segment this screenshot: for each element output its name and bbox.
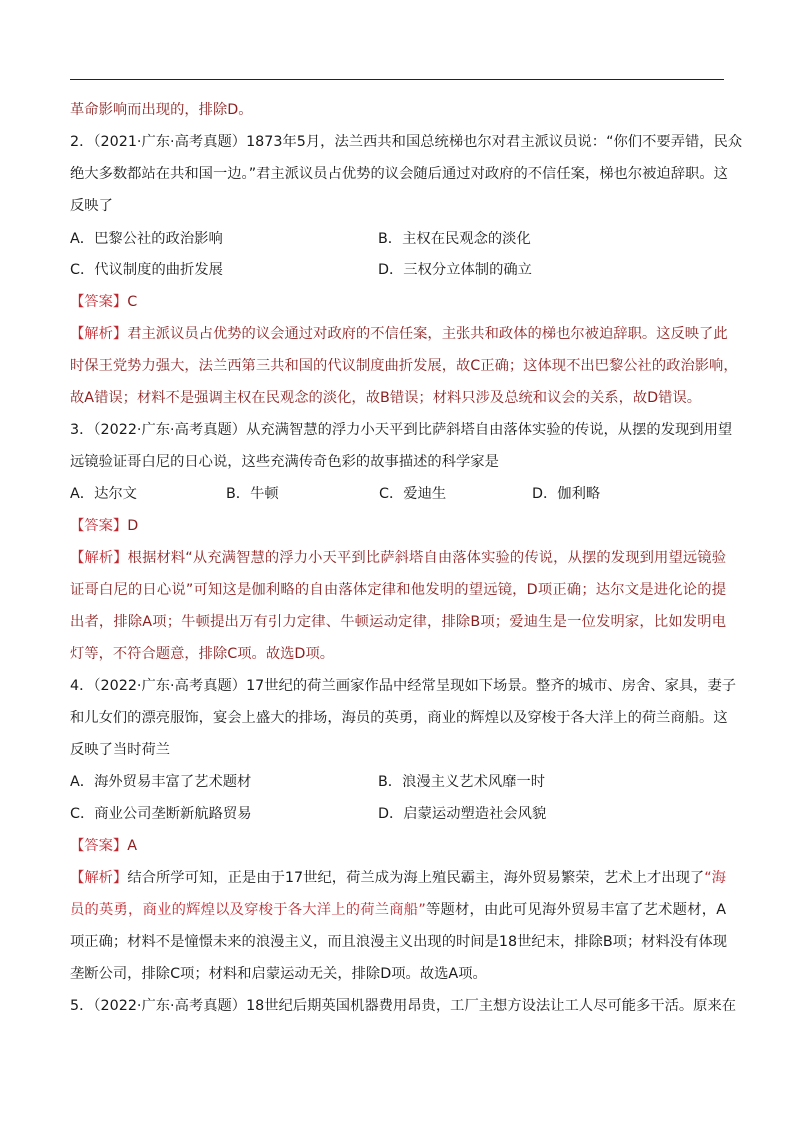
answer-label: 【答案】 — [70, 518, 128, 534]
q4-analysis-line1 — [70, 868, 726, 888]
analysis-quote: “海 — [704, 870, 726, 886]
continuation-text: 革命影响而出现的，排除D。 — [70, 102, 253, 118]
answer-value: A — [127, 838, 137, 854]
analysis-text: 结合所学可知，正是由于17世纪，荷兰成为海上殖民霸主，海外贸易繁荣，艺术上才出现了 — [127, 870, 705, 886]
q3-analysis-line2: 证哥白尼的日心说”可知这是伽利略的自由落体定律和他发明的望远镜，D项正确；达尔文是进化论的提 — [70, 582, 726, 598]
q2-option-d: D．三权分立体制的确立 — [378, 262, 532, 278]
q3-answer-line — [70, 516, 138, 536]
analysis-label: 【解析】 — [70, 326, 128, 342]
q2-option-c: C．代议制度的曲折发展 — [70, 262, 223, 278]
q2-analysis-line2: 时保王党势力强大，法兰西第三共和国的代议制度曲折发展，故C正确；这体现不出巴黎公社的政治影响， — [70, 358, 738, 374]
q2-option-a: A．巴黎公社的政治影响 — [70, 231, 223, 247]
q4-stem-line3: 反映了当时荷兰 — [70, 742, 171, 758]
q5-stem-line1: 5．（2022·广东·高考真题）18世纪后期英国机器费用昂贵，工厂主想方设法让工人尽可能多干活。原来在 — [70, 998, 737, 1014]
q4-option-c: C．商业公司垄断新航路贸易 — [70, 806, 252, 822]
q3-stem-line1: 3．（2022·广东·高考真题）从充满智慧的浮力小天平到比萨斜塔自由落体实验的传说，从摆的发现到用望 — [70, 422, 733, 438]
q4-stem-line1: 4．（2022·广东·高考真题）17世纪的荷兰画家作品中经常呈现如下场景。整齐的城市、房舍、家具，妻子 — [70, 678, 737, 694]
q3-stem-line2: 远镜验证哥白尼的日心说，这些充满传奇色彩的故事描述的科学家是 — [70, 454, 499, 470]
q2-stem-line1: 2．（2021·广东·高考真题）1873年5月，法兰西共和国总统梯也尔对君主派议员说：“你们不要弄错，民众 — [70, 134, 743, 150]
analysis-text: 根据材料“从充满智慧的浮力小天平到比萨斜塔自由落体实验的传说，从摆的发现到用望远镜验 — [127, 550, 726, 566]
q3-option-a: A．达尔文 — [70, 486, 137, 502]
q4-analysis-line2 — [70, 900, 726, 920]
q4-answer-line — [70, 836, 137, 856]
q3-option-d: D．伽利略 — [532, 486, 601, 502]
analysis-quote: 员的英勇，商业的辉煌以及穿梭于各大洋上的荷兰商船” — [70, 902, 426, 918]
q4-stem-line2: 和儿女们的漂亮服饰，宴会上盛大的排场，海员的英勇，商业的辉煌以及穿梭于各大洋上的荷兰商船。这 — [70, 710, 728, 726]
q4-analysis-line4: 垄断公司，排除C项；材料和启蒙运动无关，排除D项。故选A项。 — [70, 966, 487, 982]
header-rule — [70, 79, 724, 80]
q3-analysis-line4: 灯等，不符合题意，排除C项。故选D项。 — [70, 646, 335, 662]
answer-label: 【答案】 — [70, 294, 128, 310]
analysis-text: 君主派议员占优势的议会通过对政府的不信任案，主张共和政体的梯也尔被迫辞职。这反映了此 — [127, 326, 728, 342]
q3-analysis-line3: 出者，排除A项；牛顿提出万有引力定律、牛顿运动定律，排除B项；爱迪生是一位发明家，比如发明电 — [70, 614, 726, 630]
q2-answer-line — [70, 292, 137, 312]
q4-analysis-line3: 项正确；材料不是憧憬未来的浪漫主义，而且浪漫主义出现的时间是18世纪末，排除B项；材料没有体现 — [70, 934, 728, 950]
q3-option-b: B．牛顿 — [226, 486, 279, 502]
q4-option-a: A．海外贸易丰富了艺术题材 — [70, 774, 252, 790]
answer-value: C — [127, 294, 138, 310]
q4-option-d: D．启蒙运动塑造社会风貌 — [378, 806, 547, 822]
q2-analysis-line1 — [70, 324, 726, 344]
analysis-label: 【解析】 — [70, 870, 128, 886]
q2-stem-line2: 绝大多数都站在共和国一边。”君主派议员占优势的议会随后通过对政府的不信任案，梯也尔被迫辞职。这 — [70, 166, 728, 182]
q2-stem-line3: 反映了 — [70, 198, 113, 214]
answer-value: D — [127, 518, 139, 534]
q2-analysis-line3: 故A错误；材料不是强调主权在民观念的淡化，故B错误；材料只涉及总统和议会的关系，故D错误。 — [70, 390, 702, 406]
analysis-label: 【解析】 — [70, 550, 128, 566]
analysis-text: 等题材，由此可见海外贸易丰富了艺术题材，A — [425, 902, 727, 918]
q4-option-b: B．浪漫主义艺术风靡一时 — [378, 774, 546, 790]
q3-analysis-line1 — [70, 548, 726, 568]
q2-option-b: B．主权在民观念的淡化 — [378, 231, 531, 247]
answer-label: 【答案】 — [70, 838, 128, 854]
q3-option-c: C．爱迪生 — [379, 486, 447, 502]
